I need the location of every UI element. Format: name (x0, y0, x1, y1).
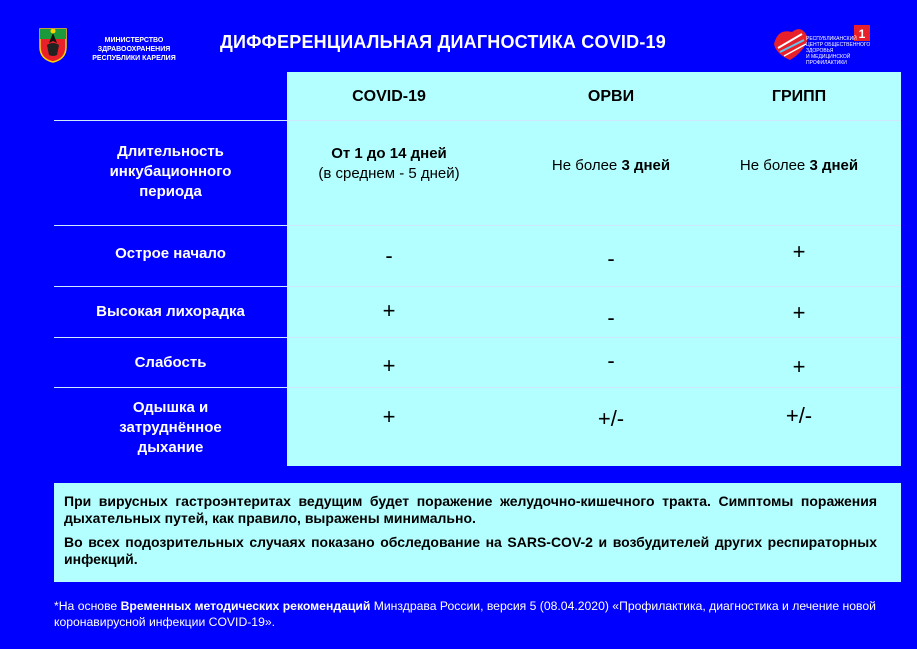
mark-orvi-dyspnea: +/- (597, 406, 625, 431)
flu-incubation-days: 3 дней (809, 157, 859, 174)
mark-flu-high-fever: + (792, 300, 806, 325)
orvi-incubation-days: 3 дней (621, 157, 671, 174)
divider (54, 337, 901, 338)
row-label-line: инкубационного (109, 163, 232, 180)
row-label-line: периода (139, 183, 202, 200)
ministry-line-1: МИНИСТЕРСТВО ЗДРАВООХРАНЕНИЯ (97, 37, 171, 53)
row-label-line: затруднённое (119, 419, 222, 436)
logo-line-1: РЕСПУБЛИКАНСКИЙ (806, 36, 857, 42)
row-label-line: Длительность (117, 143, 224, 160)
covid-incubation-average: (в среднем - 5 дней) (318, 165, 460, 182)
column-header-covid: COVID-19 (352, 88, 426, 105)
logo-caption (806, 36, 886, 66)
ministry-name (74, 36, 194, 63)
logo-line-2: ЦЕНТР ОБЩЕСТВЕННОГО ЗДОРОВЬЯ (806, 42, 871, 54)
footnote-guidelines: Временных методических рекомендаций (120, 599, 371, 613)
row-label-weakness: Слабость (134, 354, 207, 371)
orvi-incubation-prefix: Не более (551, 157, 622, 174)
footnote-prefix: *На основе (54, 599, 121, 613)
mark-flu-acute-onset: + (792, 239, 806, 264)
divider (54, 286, 901, 287)
mark-orvi-acute-onset: - (607, 246, 615, 271)
row-label-acute-onset: Острое начало (115, 245, 226, 262)
divider (54, 225, 901, 226)
mark-orvi-high-fever: - (607, 305, 615, 330)
row-label-dyspnea (54, 398, 287, 458)
mark-covid-high-fever: + (382, 298, 396, 323)
column-header-flu: ГРИПП (771, 88, 827, 105)
ministry-line-2: РЕСПУБЛИКИ КАРЕЛИЯ (92, 55, 176, 62)
notes-box (54, 483, 901, 582)
row-label-line: Одышка и (132, 399, 209, 416)
mark-covid-weakness: + (382, 353, 396, 378)
column-header-orvi: ОРВИ (587, 88, 635, 105)
note-gastroenteritis: При вирусных гастроэнтеритах ведущим будет поражение желудочно-кишечного тракта. Симптомы поражения дыхательных путей, как правило, выражены минимально. (64, 493, 877, 526)
row-label-high-fever: Высокая лихорадка (96, 303, 245, 320)
comparison-table (54, 72, 901, 466)
divider (54, 120, 901, 121)
mark-orvi-weakness: - (607, 348, 615, 373)
cell-orvi-incubation (506, 156, 716, 176)
mark-flu-dyspnea: +/- (785, 403, 813, 428)
row-label-line: дыхание (137, 439, 204, 456)
divider (54, 387, 901, 388)
flu-incubation-prefix: Не более (739, 157, 810, 174)
footnote (54, 598, 904, 630)
cell-flu-incubation (697, 156, 901, 176)
logo-line-3: И МЕДИЦИНСКОЙ ПРОФИЛАКТИКИ (806, 54, 851, 66)
svg-text:1: 1 (858, 27, 866, 41)
mark-covid-acute-onset: - (385, 243, 393, 268)
cell-covid-incubation (287, 144, 491, 184)
page-title: ДИФФЕРЕНЦИАЛЬНАЯ ДИАГНОСТИКА COVID-19 (220, 32, 666, 52)
karelia-coat-of-arms-icon (38, 27, 68, 63)
footnote-rest: Минздрава России, версия 5 (08.04.2020) «Профилактика, диагностика и лечение новой коронавирусной инфекции COVID-19». (54, 599, 876, 629)
note-testing: Во всех подозрительных случаях показано обследование на SARS-COV-2 и возбудителей других респираторных инфекций. (64, 534, 877, 567)
mark-flu-weakness: + (792, 354, 806, 379)
mark-covid-dyspnea: + (382, 404, 396, 429)
header (0, 0, 917, 70)
covid-incubation-range: От 1 до 14 дней (331, 145, 447, 162)
row-label-incubation (54, 142, 287, 202)
